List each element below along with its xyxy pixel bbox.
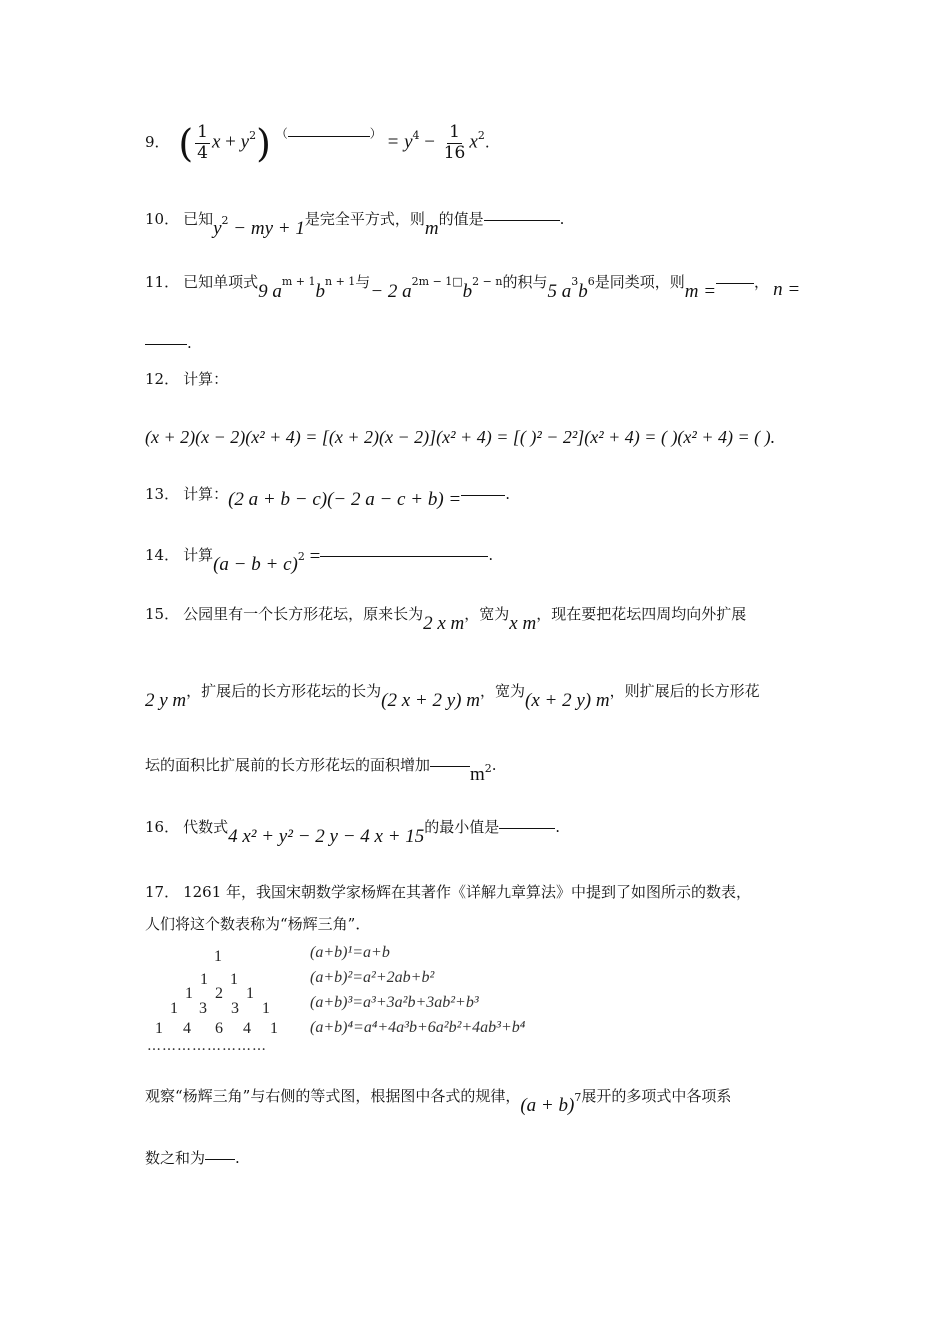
answer-blank[interactable]	[430, 765, 470, 767]
question-15-line-2: 2 y m，扩展后的长方形花坛的长为(2 x + 2 y) m，宽为(x + 2 y) m，则扩展后的长方形花	[145, 682, 760, 711]
question-number: 17．	[145, 883, 180, 901]
triangle-continuation-dots: ……………………	[147, 1038, 267, 1054]
question-number: 12．	[145, 370, 180, 388]
question-17-line-2: 人们将这个数表称为“杨辉三角”．	[145, 915, 371, 933]
question-number: 10．	[145, 210, 180, 228]
close-paren: )	[256, 121, 271, 166]
question-number: 16．	[145, 818, 180, 836]
answer-blank[interactable]	[205, 1158, 235, 1160]
question-number: 11．	[145, 273, 180, 291]
question-17-line-3: 观察“杨辉三角”与右侧的等式图，根据图中各式的规律，(a + b)7展开的多项式中各项系	[145, 1087, 732, 1116]
question-11: 11． 已知单项式9 $a^{m + 1}b^{n + 1}$与− 2 $a^{2m - 1□}b^{2 - n}$的积与5 $a^3b^6$是同类项，则m = ， n =	[145, 273, 801, 302]
fraction-one-sixteenth: $\frac{1}{16}$	[443, 122, 466, 163]
binomial-expansions	[310, 944, 525, 1044]
question-15-line-3: 坛的面积比扩展前的长方形花坛的面积增加 $m^2$.	[145, 756, 497, 785]
question-9: 9． ( $\frac{1}{4}$ $x + y^2$) （ $^) = y^4$ − $\frac{1}{16}$ $x^2$.	[145, 121, 490, 166]
answer-blank[interactable]	[461, 494, 505, 496]
expansion-1: (a+b)¹=a+b	[310, 944, 390, 961]
question-number: 15．	[145, 605, 180, 623]
question-13: 13． 计算：(2 a + b − c)(− 2 a − c + b) = .	[145, 485, 510, 510]
expansion-2: (a+b)²=a²+2ab+b²	[310, 969, 435, 986]
answer-blank[interactable]	[499, 827, 555, 829]
open-paren: (	[178, 121, 194, 166]
question-10: 10． 已知y2 − my + 1是完全平方式，则m的值是 .	[145, 210, 565, 239]
answer-blank-n[interactable]	[145, 343, 187, 345]
fraction-one-quarter: $\frac{1}{4}$	[197, 122, 208, 163]
question-17-line-4: 数之和为 .	[145, 1149, 240, 1167]
answer-blank[interactable]	[288, 135, 370, 137]
answer-blank-m[interactable]	[716, 282, 754, 284]
question-12: 12． 计算：	[145, 370, 229, 388]
question-14: 14． 计算(a − b + c)2 = .	[145, 546, 494, 575]
question-11-continued: .	[145, 336, 810, 351]
answer-blank[interactable]	[484, 219, 560, 221]
question-number: 9．	[145, 133, 170, 152]
question-15-line-1: 15． 公园里有一个长方形花坛，原来长为2 x m，宽为x m，现在要把花坛四周均向外扩展	[145, 605, 747, 634]
expansion-4: (a+b)⁴=a⁴+4a³b+6a²b²+4ab³+b⁴	[310, 1019, 526, 1036]
question-17-line-1: 17． 1261 年，我国宋朝数学家杨辉在其著作《详解九章算法》中提到了如图所示的数表，	[145, 883, 752, 901]
question-number: 14．	[145, 546, 180, 564]
question-12-expression: (x + 2)(x − 2)(x² + 4) = [(x + 2)(x − 2)](x² + 4) = [( )² − 2²](x² + 4) = ( )(x² + 4) = ( ).	[145, 427, 776, 447]
question-16: 16． 代数式4 x² + y² − 2 y − 4 x + 15的最小值是 .	[145, 818, 561, 847]
question-number: 13．	[145, 485, 180, 503]
answer-blank[interactable]	[320, 555, 488, 557]
expansion-3: (a+b)³=a³+3a²b+3ab²+b³	[310, 994, 479, 1011]
